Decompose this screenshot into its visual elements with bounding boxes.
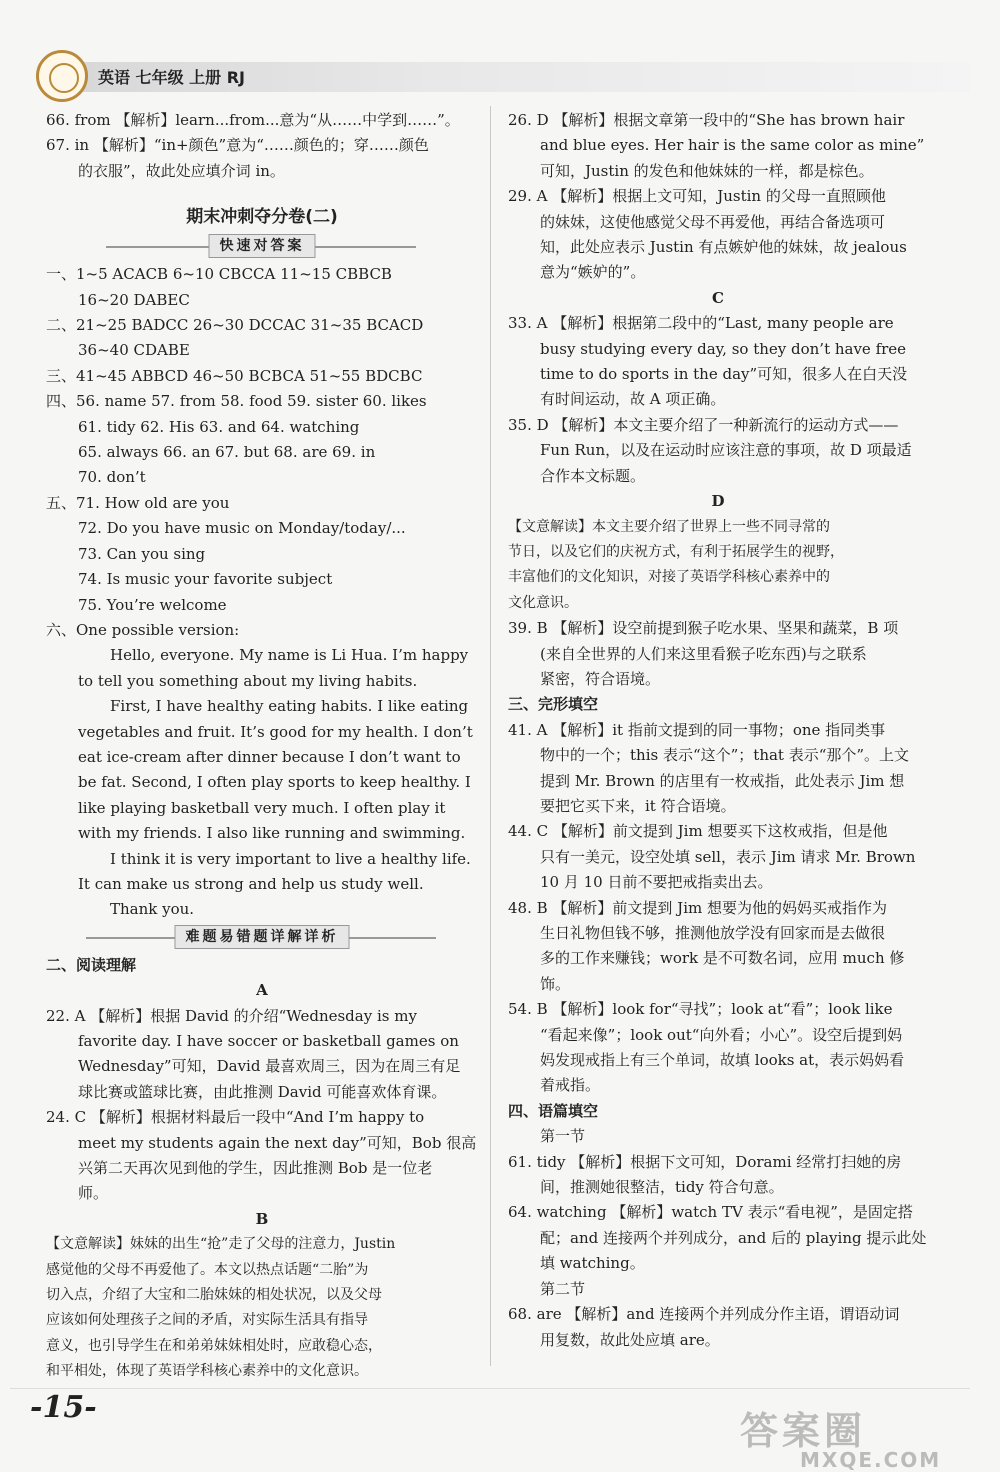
explanation-line: 知，此处应表示 Justin 有点嫉妒他的妹妹，故 jealous [540, 238, 907, 257]
summary-line: 丰富他们的文化知识，对接了英语学科核心素养中的 [508, 569, 830, 586]
essay-line: It can make us strong and help us study well. [78, 874, 424, 893]
explanation-line: time to do sports in the day”可知，很多人在白天没 [540, 365, 908, 384]
answer-line: 70. don’t [78, 468, 146, 487]
page-header [0, 0, 1000, 102]
explanation-line: 用复数，故此处应填 are。 [540, 1330, 720, 1349]
explanation-line: 有时间运动，故 A 项正确。 [540, 390, 726, 409]
watermark [740, 1400, 960, 1472]
answer-line: 73. Can you sing [78, 544, 206, 563]
explanation-line: 兴第二天再次见到他的学生，因此推测 Bob 是一位老 [78, 1159, 433, 1178]
column-divider [490, 106, 491, 1366]
explanation-line: 合作本文标题。 [540, 466, 646, 485]
part-heading: 二、阅读理解 [46, 955, 137, 974]
watermark-text: 答案圈 [740, 1409, 867, 1453]
explanation-line: 师。 [78, 1184, 109, 1203]
explanation-line: “看起来像”；look out“向外看；小心”。设空后提到妈 [540, 1025, 903, 1044]
part-letter: B [255, 1209, 269, 1228]
text-line: 67. in 【解析】“in+颜色”意为“……颜色的；穿……颜色 [46, 136, 429, 155]
answer-line: 四、56. name 57. from 58. food 59. sister 60. likes [46, 392, 427, 411]
summary-line: 感觉他的父母不再爱他了。本文以热点话题“二胎”为 [46, 1261, 369, 1278]
answer-line: 74. Is music your favorite subject [78, 570, 333, 589]
explanation-line: (来自全世界的人们来这里看猴子吃东西)与之联系 [540, 644, 867, 663]
explanation-line: 54. B 【解析】look for“寻找”；look at“看”；look like [508, 1000, 893, 1019]
essay-line: to tell you something about my living habits. [78, 671, 418, 690]
explanation-line: 24. C 【解析】根据材料最后一段中“And I’m happy to [46, 1108, 425, 1127]
header-title: 英语 七年级 上册 RJ [98, 68, 245, 87]
explanation-line: 配；and 连接两个并列成分，and 后的 playing 提示此处 [540, 1228, 927, 1247]
explanation-line: 29. A 【解析】根据上文可知，Justin 的父母一直照顾他 [508, 187, 886, 206]
explanation-line: 间，推测她很整洁，tidy 符合句意。 [540, 1178, 784, 1197]
page-number: -15- [30, 1390, 97, 1425]
explanation-line: 48. B 【解析】前文提到 Jim 想要为他的妈妈买戒指作为 [508, 898, 887, 917]
explanation-line: 多的工作来赚钱；work 是不可数名词，应用 much 修 [540, 949, 905, 968]
explanation-line: 球比赛或篮球比赛，由此推测 David 可能喜欢体育课。 [78, 1082, 447, 1101]
left-column [46, 108, 478, 1385]
explanation-line: 44. C 【解析】前文提到 Jim 想要买下这枚戒指，但是他 [508, 822, 888, 841]
section-title: 期末冲刺夺分卷(二) [186, 207, 338, 228]
quick-answer-banner [46, 234, 478, 260]
answer-line: 65. always 66. an 67. but 68. are 69. in [78, 443, 376, 462]
banner-label: 快速对答案 [209, 234, 316, 258]
summary-line: 【文意解读】妹妹的出生“抢”走了父母的注意力，Justin [46, 1236, 396, 1253]
explanation-line: 填 watching。 [540, 1254, 645, 1273]
part-letter: A [256, 981, 268, 1000]
essay-line: eat ice-cream after dinner because I don’t want to [78, 747, 461, 766]
explanation-line: 妈发现戒指上有三个单词，故填 looks at，表示妈妈看 [540, 1051, 905, 1070]
essay-line: like playing basketball very much. I often play it [78, 798, 446, 817]
explanation-line: 可知，Justin 的发色和他妹妹的一样，都是棕色。 [540, 161, 874, 180]
essay-line: with my friends. I also like running and swimming. [78, 824, 466, 843]
explanation-line: 只有一美元，设空处填 sell，表示 Jim 请求 Mr. Brown [540, 847, 916, 866]
explanation-line: 的妹妹，这使他感觉父母不再爱他，再结合备选项可 [540, 212, 886, 231]
explanation-line: favorite day. I have soccer or basketball games on [78, 1032, 459, 1050]
summary-line: 和平相处，体现了英语学科核心素养中的文化意识。 [46, 1363, 368, 1380]
summary-line: 节日，以及它们的庆祝方式，有利于拓展学生的视野， [508, 543, 844, 560]
summary-line: 意义，也引导学生在和弟弟妹妹相处时，应敢稳心态， [46, 1337, 382, 1354]
explanation-line: 39. B 【解析】设空前提到猴子吃水果、坚果和蔬菜，B 项 [508, 619, 899, 638]
footer-rule [10, 1388, 970, 1389]
answer-line: 61. tidy 62. His 63. and 64. watching [78, 417, 360, 436]
answer-line: 三、41~45 ABBCD 46~50 BCBCA 51~55 BDCBC [46, 366, 423, 385]
part-letter: D [711, 492, 725, 511]
explanation-line: 意为“嫉妒的”。 [540, 263, 646, 282]
explanation-line: 22. A 【解析】根据 David 的介绍“Wednesday is my [46, 1006, 417, 1025]
answer-line: 六、One possible version: [46, 620, 240, 639]
explanation-line: 41. A 【解析】it 指前文提到的同一事物；one 指同类事 [508, 720, 886, 739]
right-column [508, 108, 928, 1353]
summary-line: 应该如何处理孩子之间的矛盾，对实际生活具有指导 [46, 1312, 368, 1329]
answer-line: 二、21~25 BADCC 26~30 DCCAC 31~35 BCACD [46, 316, 424, 335]
explanation-line: 26. D 【解析】根据文章第一段中的“She has brown hair [508, 111, 905, 129]
explanation-line: 饰。 [540, 974, 571, 993]
explanation-line: 提到 Mr. Brown 的店里有一枚戒指，此处表示 Jim 想 [540, 771, 905, 790]
summary-line: 【文意解读】本文主要介绍了世界上一些不同寻常的 [508, 518, 830, 535]
explanation-banner [46, 925, 478, 951]
subsection-label: 第二节 [540, 1279, 586, 1298]
essay-line: First, I have healthy eating habits. I like eating [110, 697, 469, 716]
summary-line: 文化意识。 [508, 594, 578, 611]
text-line: 的衣服”，故此处应填介词 in。 [78, 161, 285, 180]
explanation-line: 35. D 【解析】本文主要介绍了一种新流行的运动方式—— [508, 415, 899, 434]
explanation-line: 68. are 【解析】and 连接两个并列成分作主语，谓语动词 [508, 1305, 900, 1324]
explanation-line: 33. A 【解析】根据第二段中的“Last, many people are [508, 314, 894, 333]
explanation-line: Fun Run，以及在运动时应该注意的事项，故 D 项最适 [540, 441, 912, 460]
answer-line: 72. Do you have music on Monday/today/... [78, 519, 406, 538]
explanation-line: 物中的一个；this 表示“这个”；that 表示“那个”。上文 [540, 746, 910, 765]
explanation-line: 要把它买下来，it 符合语境。 [540, 796, 736, 815]
explanation-line: and blue eyes. Her hair is the same color as mine” [540, 136, 925, 155]
answer-line: 五、71. How old are you [46, 493, 230, 512]
banner-label: 难题易错题详解详析 [175, 925, 350, 949]
explanation-line: 61. tidy 【解析】根据下文可知，Dorami 经常打扫她的房 [508, 1152, 902, 1171]
explanation-line: 紧密，符合语境。 [540, 669, 661, 688]
explanation-line: busy studying every day, so they don’t have free [540, 339, 907, 358]
essay-line: I think it is very important to live a healthy life. [110, 849, 471, 868]
explanation-line: 着戒指。 [540, 1076, 601, 1095]
subsection-label: 第一节 [540, 1127, 586, 1146]
answer-line: 一、1~5 ACACB 6~10 CBCCA 11~15 CBBCB [46, 265, 392, 284]
essay-line: Thank you. [110, 900, 195, 919]
answer-line: 75. You’re welcome [78, 595, 227, 614]
answer-line: 16~20 DABEC [78, 290, 190, 309]
essay-line: Hello, everyone. My name is Li Hua. I’m happy [110, 646, 469, 665]
answer-line: 36~40 CDABE [78, 341, 190, 360]
publisher-logo-icon [36, 50, 88, 102]
part-letter: C [712, 288, 724, 307]
essay-line: be fat. Second, I often play sports to keep healthy. I [78, 773, 471, 792]
part-heading: 三、完形填空 [508, 695, 599, 714]
explanation-line: meet my students again the next day”可知，Bob 很高 [78, 1133, 477, 1152]
part-heading: 四、语篇填空 [508, 1101, 599, 1120]
summary-line: 切入点，介绍了大宝和二胎妹妹的相处状况，以及父母 [46, 1287, 382, 1304]
text-line: 66. from 【解析】learn...from...意为“从……中学到……”。 [46, 111, 460, 129]
essay-line: vegetables and fruit. It’s good for my health. I don’t [78, 722, 473, 741]
explanation-line: Wednesday”可知，David 最喜欢周三，因为在周三有足 [78, 1057, 461, 1076]
watermark-url: MXQE.COM [800, 1448, 942, 1472]
explanation-line: 生日礼物但钱不够，推测他放学没有回家而是去做很 [540, 924, 886, 942]
explanation-line: 10 月 10 日前不要把戒指卖出去。 [540, 873, 773, 892]
explanation-line: 64. watching 【解析】watch TV 表示“看电视”，是固定搭 [508, 1203, 913, 1222]
